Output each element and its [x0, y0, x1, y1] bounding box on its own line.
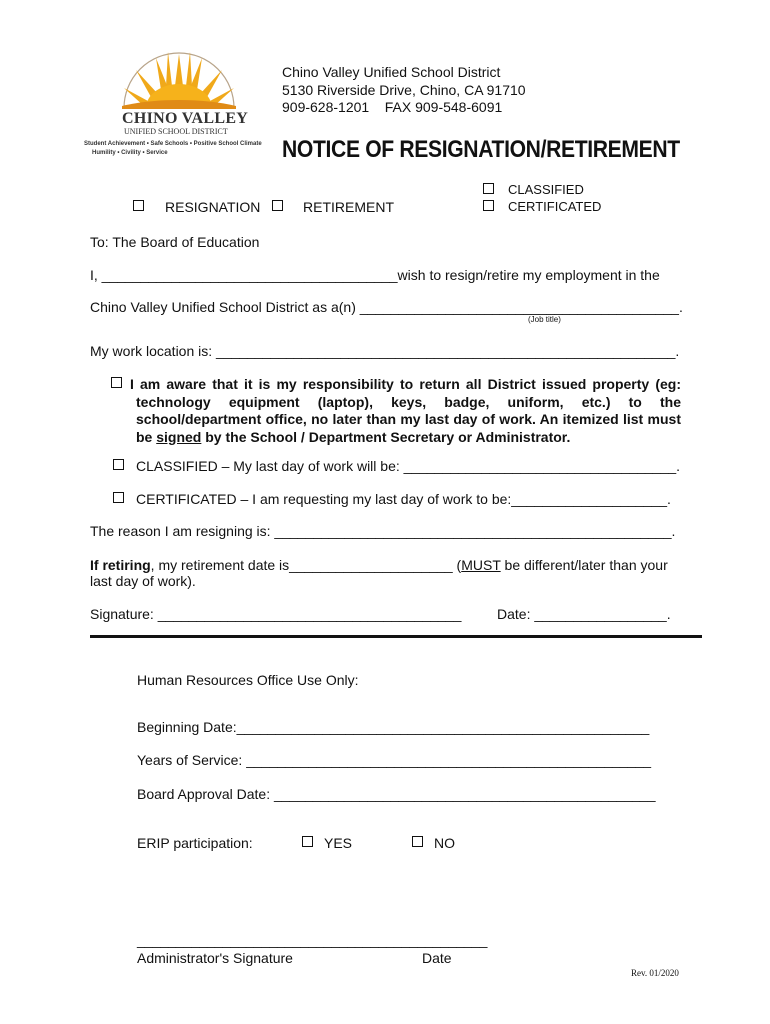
district-phone: 909-628-1201 FAX 909-548-6091 [282, 99, 503, 115]
certificated-last-day-field[interactable]: CERTIFICATED – I am requesting my last day of work to be:____________________. [136, 491, 671, 507]
reason-field[interactable]: The reason I am resigning is: ___________________________________________________. [90, 523, 676, 539]
district-name: Chino Valley Unified School District [282, 64, 501, 80]
logo-subname: UNIFIED SCHOOL DISTRICT [124, 127, 228, 136]
classified-option[interactable] [483, 182, 494, 198]
signed-emphasis: signed [156, 428, 202, 445]
years-of-service-field[interactable]: Years of Service: ____________________________________________________ [137, 752, 652, 768]
section-divider [90, 635, 702, 638]
name-field[interactable]: I, ______________________________________wish to resign/retire my employment in the [90, 267, 660, 283]
property-checkbox[interactable] [111, 377, 122, 388]
page-title: NOTICE OF RESIGNATION/RETIREMENT [282, 136, 680, 163]
classified-label: CLASSIFIED [508, 182, 584, 197]
resignation-option[interactable] [133, 199, 144, 215]
certificated-label: CERTIFICATED [508, 199, 602, 214]
certificated-checkbox[interactable] [483, 200, 494, 211]
job-title-field[interactable]: Chino Valley Unified School District as a(n) _________________________________________. [90, 299, 683, 315]
erip-no-checkbox[interactable] [412, 836, 423, 847]
retirement-label: RETIREMENT [303, 199, 394, 215]
logo-tagline-1: Student Achievement • Safe Schools • Positive School Climate [84, 141, 262, 147]
revision-label: Rev. 01/2020 [631, 968, 679, 978]
district-address: 5130 Riverside Drive, Chino, CA 91710 [282, 82, 526, 98]
admin-signature-label: Administrator's Signature [137, 950, 293, 966]
classified-last-day-field[interactable]: CLASSIFIED – My last day of work will be: ___________________________________. [136, 458, 681, 474]
erip-label: ERIP participation: [137, 835, 253, 851]
hr-heading: Human Resources Office Use Only: [137, 672, 359, 688]
logo-name: CHINO VALLEY [122, 110, 249, 127]
erip-no-option[interactable] [412, 835, 423, 851]
retirement-checkbox[interactable] [272, 200, 283, 211]
retirement-date-field[interactable]: If retiring, my retirement date is_____________________ (MUST be different/later than your [90, 557, 668, 573]
property-acknowledgement: I am aware that it is my responsibility to return all District issued property (eg: technology equipment (laptop), keys, badge, uniform, etc.) to the school/department office, no later than my last day of work. An itemized list must be signed by the School / Department Secretary or Administrator. [136, 376, 681, 446]
addressee: To: The Board of Education [90, 234, 260, 250]
date-field[interactable]: Date: _________________. [497, 606, 671, 622]
resignation-label: RESIGNATION [165, 199, 261, 215]
erip-yes-label: YES [324, 835, 353, 851]
classified-last-day-option[interactable] [113, 458, 124, 474]
certificated-option[interactable] [483, 199, 494, 215]
signature-field[interactable]: Signature: _______________________________________ [90, 606, 462, 622]
logo-tagline-2: Humility • Civility • Service [92, 150, 168, 156]
board-approval-date-field[interactable]: Board Approval Date: _________________________________________________ [137, 786, 656, 802]
district-logo [84, 46, 274, 164]
classified-checkbox[interactable] [483, 183, 494, 194]
certificated-last-day-checkbox[interactable] [113, 492, 124, 503]
work-location-field[interactable]: My work location is: ___________________________________________________________. [90, 343, 680, 359]
admin-signature-line[interactable]: _____________________________________________ [137, 932, 488, 948]
retirement-date-note: last day of work). [90, 573, 196, 589]
admin-date-label: Date [422, 950, 452, 966]
classified-last-day-checkbox[interactable] [113, 459, 124, 470]
certificated-last-day-option[interactable] [113, 491, 124, 507]
beginning-date-field[interactable]: Beginning Date:_____________________________________________________ [137, 719, 650, 735]
resignation-checkbox[interactable] [133, 200, 144, 211]
erip-yes-option[interactable] [302, 835, 313, 851]
retirement-option[interactable] [272, 199, 283, 215]
erip-yes-checkbox[interactable] [302, 836, 313, 847]
erip-no-label: NO [434, 835, 455, 851]
job-title-caption: (Job title) [528, 315, 561, 324]
